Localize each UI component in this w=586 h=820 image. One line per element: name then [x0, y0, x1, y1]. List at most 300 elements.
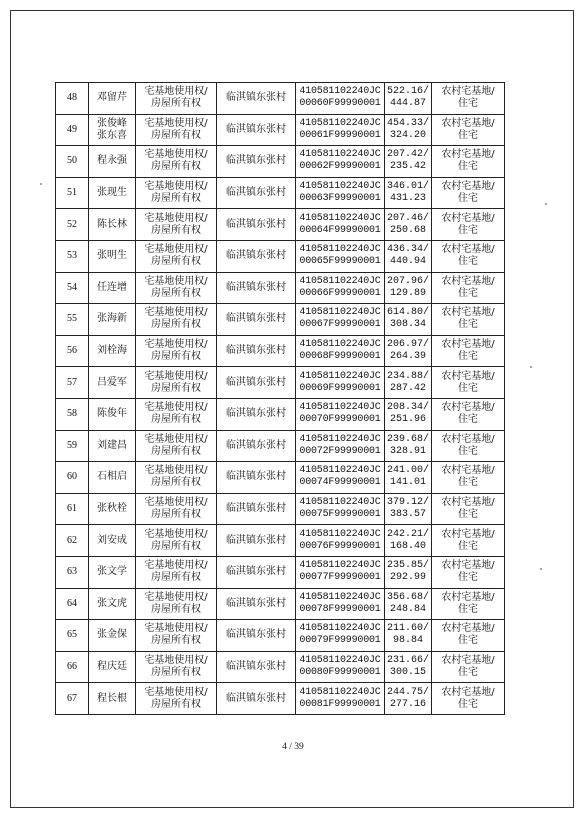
cell-usage-line: 住宅 [458, 698, 478, 710]
cell-index [56, 304, 89, 336]
cell-unit-code [296, 398, 385, 430]
cell-usage [432, 304, 505, 336]
cell-right-type-line: 宅基地使用权/ [144, 433, 208, 445]
cell-area-line: 239.68/ [386, 433, 429, 445]
cell-index [56, 620, 89, 652]
cell-unit-code [296, 620, 385, 652]
cell-area-line: 436.34/ [386, 244, 429, 256]
cell-area [385, 114, 432, 146]
cell-owner-name [89, 209, 136, 241]
cell-area [385, 620, 432, 652]
cell-unit-code [296, 240, 385, 272]
cell-owner-name-line: 石相启 [97, 471, 127, 483]
cell-right-type-line: 宅基地使用权/ [144, 623, 208, 635]
cell-owner-name-line: 张文虎 [97, 597, 127, 609]
cell-location [217, 367, 296, 399]
cell-location [217, 240, 296, 272]
table-row [56, 272, 505, 304]
cell-right-type-line: 宅基地使用权/ [144, 528, 208, 540]
cell-usage [432, 114, 505, 146]
cell-right-type-line: 宅基地使用权/ [144, 212, 208, 224]
cell-right-type-line: 房屋所有权 [151, 256, 201, 268]
cell-owner-name-line: 张金保 [97, 629, 127, 641]
cell-unit-code-line: 410581102240JC [299, 623, 381, 635]
cell-unit-code-line: 410581102240JC [299, 433, 381, 445]
cell-usage [432, 683, 505, 715]
scan-speck [545, 203, 547, 205]
cell-owner-name [89, 651, 136, 683]
cell-location-line: 临淇镇东张村 [226, 155, 286, 167]
cell-owner-name-line: 刘安成 [97, 534, 127, 546]
cell-usage [432, 272, 505, 304]
cell-usage-line: 住宅 [458, 351, 478, 363]
cell-location-line: 临淇镇东张村 [226, 660, 286, 672]
cell-area-line: 129.89 [389, 287, 426, 299]
cell-owner-name [89, 525, 136, 557]
cell-right-type-line: 房屋所有权 [151, 129, 201, 141]
cell-index [56, 367, 89, 399]
cell-area-line: 454.33/ [386, 117, 429, 129]
cell-owner-name-line: 张俊峰 [97, 117, 127, 129]
table-row [56, 588, 505, 620]
cell-area [385, 430, 432, 462]
cell-usage-line: 住宅 [458, 382, 478, 394]
cell-right-type [136, 493, 217, 525]
cell-right-type-line: 房屋所有权 [151, 351, 201, 363]
cell-right-type-line: 宅基地使用权/ [144, 181, 208, 193]
cell-usage-line: 农村宅基地/ [441, 339, 495, 351]
cell-right-type-line: 房屋所有权 [151, 666, 201, 678]
cell-right-type-line: 房屋所有权 [151, 509, 201, 521]
cell-area-line: 522.16/ [386, 86, 429, 98]
cell-right-type-line: 房屋所有权 [151, 635, 201, 647]
cell-area-line: 211.60/ [386, 623, 429, 635]
cell-unit-code-line: 00063F99990001 [299, 193, 381, 205]
cell-right-type-line: 宅基地使用权/ [144, 307, 208, 319]
cell-owner-name-line: 张海新 [97, 313, 127, 325]
cell-unit-code-line: 410581102240JC [299, 307, 381, 319]
cell-usage-line: 住宅 [458, 129, 478, 141]
cell-area [385, 556, 432, 588]
cell-usage-line: 住宅 [458, 414, 478, 426]
cell-right-type-line: 房屋所有权 [151, 193, 201, 205]
cell-unit-code-line: 410581102240JC [299, 181, 381, 193]
cell-usage [432, 83, 505, 115]
cell-usage [432, 651, 505, 683]
cell-usage-line: 农村宅基地/ [441, 433, 495, 445]
cell-unit-code-line: 00064F99990001 [299, 224, 381, 236]
cell-unit-code-line: 410581102240JC [299, 528, 381, 540]
cell-unit-code-line: 00069F99990001 [299, 382, 381, 394]
table-row [56, 335, 505, 367]
cell-usage-line: 住宅 [458, 540, 478, 552]
cell-location [217, 430, 296, 462]
cell-right-type-line: 宅基地使用权/ [144, 275, 208, 287]
cell-right-type-line: 宅基地使用权/ [144, 560, 208, 572]
cell-usage [432, 209, 505, 241]
cell-owner-name [89, 556, 136, 588]
table-row [56, 462, 505, 494]
cell-right-type [136, 335, 217, 367]
cell-index-line: 62 [67, 534, 77, 546]
cell-usage [432, 177, 505, 209]
cell-owner-name [89, 367, 136, 399]
cell-right-type-line: 宅基地使用权/ [144, 591, 208, 603]
cell-area-line: 383.57 [389, 509, 426, 521]
cell-index-line: 49 [67, 123, 77, 135]
cell-unit-code-line: 410581102240JC [299, 560, 381, 572]
cell-location-line: 临淇镇东张村 [226, 692, 286, 704]
table-row [56, 651, 505, 683]
cell-location [217, 398, 296, 430]
table-row [56, 114, 505, 146]
cell-owner-name [89, 588, 136, 620]
cell-usage-line: 农村宅基地/ [441, 497, 495, 509]
table-row [56, 177, 505, 209]
cell-area-line: 141.01 [389, 477, 426, 489]
cell-unit-code [296, 525, 385, 557]
cell-right-type [136, 462, 217, 494]
cell-owner-name-line: 张秋栓 [97, 503, 127, 515]
cell-usage-line: 农村宅基地/ [441, 244, 495, 256]
cell-usage-line: 农村宅基地/ [441, 560, 495, 572]
cell-index-line: 50 [67, 155, 77, 167]
cell-owner-name [89, 177, 136, 209]
cell-area-line: 324.20 [389, 129, 426, 141]
cell-location [217, 114, 296, 146]
cell-area-line: 440.94 [389, 256, 426, 268]
cell-usage-line: 农村宅基地/ [441, 275, 495, 287]
cell-usage-line: 农村宅基地/ [441, 623, 495, 635]
cell-location [217, 335, 296, 367]
cell-unit-code-line: 410581102240JC [299, 86, 381, 98]
table-row [56, 146, 505, 178]
cell-usage [432, 335, 505, 367]
cell-unit-code [296, 493, 385, 525]
cell-right-type-line: 房屋所有权 [151, 414, 201, 426]
cell-usage [432, 525, 505, 557]
cell-index-line: 67 [67, 692, 77, 704]
cell-unit-code [296, 114, 385, 146]
cell-right-type [136, 430, 217, 462]
cell-right-type-line: 宅基地使用权/ [144, 244, 208, 256]
cell-location-line: 临淇镇东张村 [226, 281, 286, 293]
cell-location-line: 临淇镇东张村 [226, 566, 286, 578]
cell-usage-line: 住宅 [458, 572, 478, 584]
cell-owner-name-line: 张明生 [97, 250, 127, 262]
table-row [56, 493, 505, 525]
cell-area-line: 379.12/ [386, 497, 429, 509]
cell-index-line: 55 [67, 313, 77, 325]
cell-owner-name [89, 398, 136, 430]
cell-area [385, 177, 432, 209]
cell-index [56, 651, 89, 683]
cell-right-type-line: 房屋所有权 [151, 287, 201, 299]
cell-right-type-line: 宅基地使用权/ [144, 686, 208, 698]
cell-right-type [136, 146, 217, 178]
cell-area-line: 308.34 [389, 319, 426, 331]
cell-right-type-line: 宅基地使用权/ [144, 86, 208, 98]
cell-right-type [136, 651, 217, 683]
cell-area [385, 398, 432, 430]
table-row [56, 398, 505, 430]
cell-area-line: 208.34/ [386, 402, 429, 414]
cell-usage-line: 住宅 [458, 319, 478, 331]
cell-unit-code-line: 00078F99990001 [299, 603, 381, 615]
cell-unit-code-line: 410581102240JC [299, 402, 381, 414]
cell-owner-name-line: 邓留芹 [97, 92, 127, 104]
cell-right-type [136, 556, 217, 588]
cell-location-line: 临淇镇东张村 [226, 534, 286, 546]
cell-owner-name-line: 程永强 [97, 155, 127, 167]
cell-index-line: 63 [67, 566, 77, 578]
cell-unit-code-line: 00061F99990001 [299, 129, 381, 141]
cell-unit-code [296, 462, 385, 494]
cell-owner-name [89, 462, 136, 494]
cell-usage-line: 住宅 [458, 287, 478, 299]
cell-index-line: 65 [67, 629, 77, 641]
cell-location-line: 临淇镇东张村 [226, 471, 286, 483]
cell-usage [432, 430, 505, 462]
cell-owner-name [89, 430, 136, 462]
cell-index-line: 51 [67, 187, 77, 199]
cell-area-line: 287.42 [389, 382, 426, 394]
scan-speck [40, 183, 42, 185]
cell-area-line: 264.39 [389, 351, 426, 363]
cell-location [217, 209, 296, 241]
cell-right-type-line: 宅基地使用权/ [144, 339, 208, 351]
cell-usage [432, 398, 505, 430]
cell-unit-code [296, 83, 385, 115]
cell-location [217, 146, 296, 178]
cell-right-type-line: 房屋所有权 [151, 224, 201, 236]
cell-right-type [136, 272, 217, 304]
cell-area-line: 242.21/ [386, 528, 429, 540]
cell-unit-code-line: 00077F99990001 [299, 572, 381, 584]
cell-index [56, 209, 89, 241]
cell-unit-code-line: 00060F99990001 [299, 98, 381, 110]
cell-area [385, 304, 432, 336]
cell-unit-code-line: 410581102240JC [299, 244, 381, 256]
cell-unit-code-line: 410581102240JC [299, 686, 381, 698]
cell-area-line: 431.23 [389, 193, 426, 205]
cell-unit-code-line: 410581102240JC [299, 370, 381, 382]
registry-table [55, 82, 505, 715]
cell-location-line: 临淇镇东张村 [226, 218, 286, 230]
cell-unit-code-line: 410581102240JC [299, 117, 381, 129]
cell-area-line: 206.97/ [386, 339, 429, 351]
cell-usage-line: 住宅 [458, 603, 478, 615]
table-row [56, 240, 505, 272]
cell-right-type-line: 宅基地使用权/ [144, 402, 208, 414]
cell-right-type-line: 房屋所有权 [151, 477, 201, 489]
cell-usage [432, 462, 505, 494]
cell-right-type-line: 宅基地使用权/ [144, 497, 208, 509]
cell-usage-line: 农村宅基地/ [441, 654, 495, 666]
cell-right-type-line: 房屋所有权 [151, 572, 201, 584]
cell-usage-line: 住宅 [458, 98, 478, 110]
cell-location [217, 462, 296, 494]
page-number: 4 / 39 [282, 742, 304, 752]
cell-right-type-line: 宅基地使用权/ [144, 654, 208, 666]
cell-unit-code [296, 651, 385, 683]
cell-usage-line: 农村宅基地/ [441, 591, 495, 603]
cell-owner-name [89, 146, 136, 178]
cell-usage-line: 住宅 [458, 193, 478, 205]
cell-usage-line: 农村宅基地/ [441, 181, 495, 193]
cell-index [56, 240, 89, 272]
cell-location-line: 临淇镇东张村 [226, 376, 286, 388]
cell-area-line: 98.84 [392, 635, 423, 647]
cell-unit-code-line: 00065F99990001 [299, 256, 381, 268]
cell-index-line: 59 [67, 439, 77, 451]
cell-index-line: 60 [67, 471, 77, 483]
cell-index-line: 54 [67, 281, 77, 293]
cell-right-type [136, 683, 217, 715]
cell-area [385, 493, 432, 525]
cell-location-line: 临淇镇东张村 [226, 597, 286, 609]
cell-index [56, 493, 89, 525]
cell-usage-line: 住宅 [458, 256, 478, 268]
cell-usage-line: 农村宅基地/ [441, 212, 495, 224]
cell-index-line: 56 [67, 345, 77, 357]
cell-unit-code-line: 00072F99990001 [299, 445, 381, 457]
cell-owner-name-line: 刘建昌 [97, 439, 127, 451]
cell-location-line: 临淇镇东张村 [226, 439, 286, 451]
cell-index [56, 83, 89, 115]
cell-usage-line: 农村宅基地/ [441, 307, 495, 319]
cell-right-type-line: 宅基地使用权/ [144, 465, 208, 477]
cell-usage-line: 住宅 [458, 445, 478, 457]
cell-usage-line: 农村宅基地/ [441, 686, 495, 698]
table-row [56, 304, 505, 336]
cell-right-type-line: 房屋所有权 [151, 540, 201, 552]
cell-owner-name [89, 620, 136, 652]
cell-area-line: 241.00/ [386, 465, 429, 477]
cell-unit-code [296, 335, 385, 367]
cell-index-line: 57 [67, 376, 77, 388]
cell-owner-name-line: 张东喜 [97, 129, 127, 141]
cell-usage [432, 367, 505, 399]
cell-unit-code-line: 410581102240JC [299, 591, 381, 603]
cell-usage [432, 493, 505, 525]
cell-area-line: 250.68 [389, 224, 426, 236]
cell-location-line: 临淇镇东张村 [226, 123, 286, 135]
cell-unit-code [296, 177, 385, 209]
cell-usage-line: 住宅 [458, 161, 478, 173]
table-row [56, 209, 505, 241]
cell-right-type [136, 304, 217, 336]
cell-location [217, 83, 296, 115]
cell-owner-name [89, 683, 136, 715]
cell-owner-name-line: 张文学 [97, 566, 127, 578]
cell-owner-name [89, 83, 136, 115]
cell-usage [432, 240, 505, 272]
cell-unit-code [296, 556, 385, 588]
cell-usage-line: 农村宅基地/ [441, 370, 495, 382]
cell-index [56, 462, 89, 494]
cell-usage [432, 556, 505, 588]
cell-right-type [136, 588, 217, 620]
cell-unit-code [296, 588, 385, 620]
cell-index [56, 114, 89, 146]
cell-index [56, 525, 89, 557]
cell-usage-line: 农村宅基地/ [441, 402, 495, 414]
cell-usage-line: 住宅 [458, 224, 478, 236]
cell-right-type [136, 240, 217, 272]
cell-owner-name [89, 304, 136, 336]
cell-usage-line: 农村宅基地/ [441, 149, 495, 161]
cell-unit-code [296, 209, 385, 241]
cell-unit-code [296, 683, 385, 715]
cell-area [385, 525, 432, 557]
cell-unit-code-line: 410581102240JC [299, 465, 381, 477]
cell-owner-name [89, 114, 136, 146]
cell-unit-code-line: 00067F99990001 [299, 319, 381, 331]
cell-area [385, 367, 432, 399]
cell-index-line: 66 [67, 660, 77, 672]
cell-index-line: 64 [67, 597, 77, 609]
cell-right-type [136, 398, 217, 430]
cell-index [56, 588, 89, 620]
cell-usage [432, 620, 505, 652]
cell-area [385, 588, 432, 620]
cell-area-line: 328.91 [389, 445, 426, 457]
cell-area-line: 207.42/ [386, 149, 429, 161]
cell-usage-line: 住宅 [458, 477, 478, 489]
cell-area-line: 277.16 [389, 698, 426, 710]
cell-index-line: 53 [67, 250, 77, 262]
cell-right-type [136, 114, 217, 146]
cell-unit-code-line: 410581102240JC [299, 212, 381, 224]
cell-location [217, 620, 296, 652]
cell-location [217, 304, 296, 336]
cell-area-line: 207.46/ [386, 212, 429, 224]
cell-area-line: 444.87 [389, 98, 426, 110]
cell-owner-name-line: 程庆廷 [97, 660, 127, 672]
cell-right-type [136, 83, 217, 115]
cell-owner-name-line: 任连增 [97, 281, 127, 293]
table-row [56, 556, 505, 588]
cell-owner-name [89, 240, 136, 272]
cell-unit-code [296, 430, 385, 462]
cell-area-line: 248.84 [389, 603, 426, 615]
cell-area [385, 209, 432, 241]
cell-index [56, 146, 89, 178]
cell-unit-code-line: 00068F99990001 [299, 351, 381, 363]
cell-unit-code-line: 00080F99990001 [299, 666, 381, 678]
cell-area [385, 83, 432, 115]
cell-area-line: 300.15 [389, 666, 426, 678]
cell-area-line: 235.42 [389, 161, 426, 173]
cell-usage-line: 住宅 [458, 509, 478, 521]
cell-right-type-line: 房屋所有权 [151, 603, 201, 615]
cell-usage-line: 住宅 [458, 666, 478, 678]
cell-index-line: 58 [67, 408, 77, 420]
cell-area-line: 614.80/ [386, 307, 429, 319]
scan-speck [530, 366, 532, 368]
cell-right-type-line: 宅基地使用权/ [144, 117, 208, 129]
cell-owner-name-line: 张现生 [97, 187, 127, 199]
cell-unit-code-line: 00066F99990001 [299, 287, 381, 299]
cell-right-type-line: 房屋所有权 [151, 382, 201, 394]
cell-right-type-line: 房屋所有权 [151, 161, 201, 173]
cell-index [56, 398, 89, 430]
cell-index [56, 556, 89, 588]
cell-unit-code-line: 410581102240JC [299, 654, 381, 666]
cell-index [56, 272, 89, 304]
cell-index [56, 177, 89, 209]
